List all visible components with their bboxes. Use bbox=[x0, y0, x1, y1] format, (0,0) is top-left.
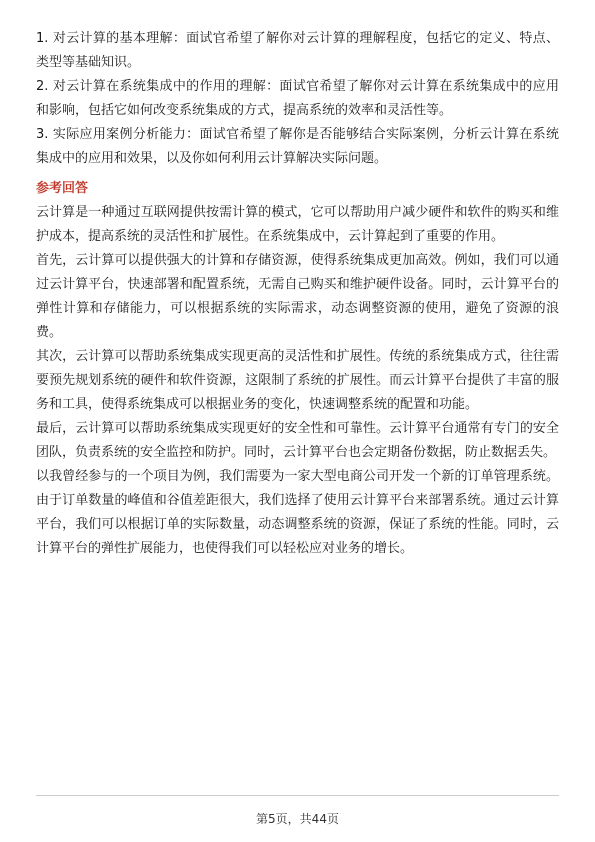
point-3: 3. 实际应用案例分析能力：面试官希望了解你是否能够结合实际案例，分析云计算在系统集成中的应用和效果，以及你如何利用云计算解决实际问题。 bbox=[36, 127, 559, 166]
page-content bbox=[36, 27, 559, 561]
point-1: 1. 对云计算的基本理解：面试官希望了解你对云计算的理解程度，包括它的定义、特点、类型等基础知识。 bbox=[36, 31, 559, 70]
answer-paragraph-5: 以我曾经参与的一个项目为例，我们需要为一家大型电商公司开发一个新的订单管理系统。由于订单数量的峰值和谷值差距很大，我们选择了使用云计算平台来部署系统。通过云计算平台，我们可以根据订单的实际数量，动态调整系统的资源，保证了系统的性能。同时，云计算平台的弹性扩展能力，也使得我们可以轻松应对业务的增长。 bbox=[36, 469, 559, 556]
answer-paragraph-4: 最后，云计算可以帮助系统集成实现更好的安全性和可靠性。云计算平台通常有专门的安全团队，负责系统的安全监控和防护。同时，云计算平台也会定期备份数据，防止数据丢失。 bbox=[36, 421, 559, 460]
answer-paragraph-1: 云计算是一种通过互联网提供按需计算的模式，它可以帮助用户减少硬件和软件的购买和维护成本，提高系统的灵活性和扩展性。在系统集成中，云计算起到了重要的作用。 bbox=[36, 205, 559, 244]
page-number: 第5页，共44页 bbox=[256, 812, 339, 826]
footer-divider bbox=[36, 795, 559, 796]
answer-paragraph-3: 其次，云计算可以帮助系统集成实现更高的灵活性和扩展性。传统的系统集成方式，往往需要预先规划系统的硬件和软件资源，这限制了系统的扩展性。而云计算平台提供了丰富的服务和工具，使得系统集成可以根据业务的变化，快速调整系统的配置和功能。 bbox=[36, 349, 559, 412]
answer-heading: 参考回答 bbox=[36, 181, 89, 196]
point-2: 2. 对云计算在系统集成中的作用的理解：面试官希望了解你对云计算在系统集成中的应用和影响，包括它如何改变系统集成的方式，提高系统的效率和灵活性等。 bbox=[36, 79, 559, 118]
answer-paragraph-2: 首先，云计算可以提供强大的计算和存储资源，使得系统集成更加高效。例如，我们可以通过云计算平台，快速部署和配置系统，无需自己购买和维护硬件设备。同时，云计算平台的弹性计算和存储能力，可以根据系统的实际需求，动态调整资源的使用，避免了资源的浪费。 bbox=[36, 253, 559, 340]
